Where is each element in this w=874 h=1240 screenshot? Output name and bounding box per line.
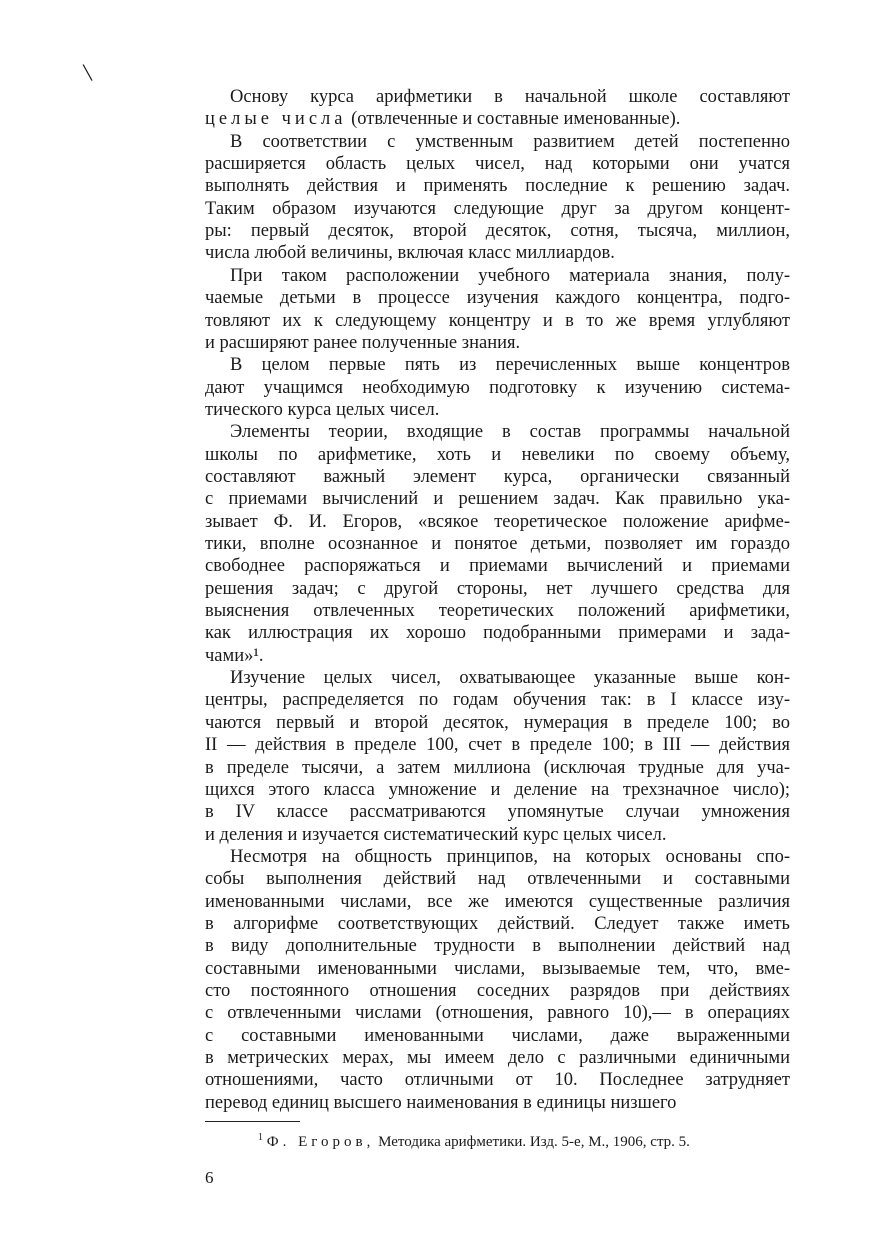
text-line: ры: первый десяток, второй десяток, сотня, тысяча, миллион,	[205, 221, 790, 242]
text-line: выполнять действия и применять последние к решению задач.	[205, 176, 790, 197]
text-line: дают учащимся необходимую подготовку к изучению система-	[205, 377, 790, 398]
text-line: именованными числами, все же имеются существенные различия	[205, 891, 790, 912]
text-line: числа любой величины, включая класс миллиардов.	[205, 243, 615, 264]
text-line: Таким образом изучаются следующие друг за другом концент-	[205, 198, 790, 219]
text-line: решения задач; с другой стороны, нет лучшего средства для	[205, 578, 790, 599]
text-line: тики, вполне осознанное и понятое детьми, позволяет им гораздо	[205, 534, 790, 554]
text-line: щихся этого класса умножение и деление на трехзначное число);	[205, 779, 790, 800]
text-line: Изучение целых чисел, охватывающее указанные выше кон-	[230, 668, 790, 689]
text-line: в виду дополнительные трудности в выполнении действий над	[205, 936, 790, 957]
text-line: и деления и изучается систематический курс целых чисел.	[205, 824, 667, 845]
text-line: отношениями, часто отличными от 10. Последнее затрудняет	[205, 1070, 790, 1091]
footnote-author: Ф. Егоров,	[266, 1134, 375, 1150]
text-line: в алгорифме соответствующих действий. Следует также иметь	[205, 913, 790, 934]
text-line: чами»¹.	[205, 645, 264, 666]
footnote	[258, 1132, 690, 1151]
text-line: с приемами вычислений и решением задач. Как правильно ука-	[205, 489, 790, 510]
text-line: II — действия в пределе 100, счет в пределе 100; в III — действия	[205, 735, 790, 756]
text-line: и расширяют ранее полученные знания.	[205, 332, 521, 353]
text-line: центры, распределяется по годам обучения так: в I классе изу-	[205, 690, 790, 711]
footnote-text: Методика арифметики. Изд. 5-е, М., 1906, стр. 5.	[378, 1134, 690, 1150]
text-line: перевод единиц высшего наименования в единицы низшего	[205, 1092, 677, 1113]
text-line: тического курса целых чисел.	[205, 399, 440, 420]
footnote-marker: 1	[258, 1132, 263, 1143]
text-line: Основу курса арифметики в начальной школе составляют	[230, 87, 790, 107]
text-line: школы по арифметике, хоть и невелики по своему объему,	[205, 444, 790, 465]
text-line: в метрических мерах, мы имеем дело с различными единичными	[205, 1048, 790, 1069]
text-line: с отвлеченными числами (отношения, равного 10),— в операциях	[205, 1003, 790, 1024]
text-line: В соответствии с умственным развитием детей постепенно	[230, 131, 790, 152]
text-line: При таком расположении учебного материала знания, полу-	[230, 265, 790, 286]
text-line: составляют важный элемент курса, органически связанный	[205, 466, 790, 487]
text-line: Элементы теории, входящие в состав программы начальной	[230, 422, 790, 443]
text-line: чаемые детьми в процессе изучения каждого концентра, подго-	[205, 288, 790, 309]
corner-mark: \	[81, 57, 94, 88]
page-number: 6	[205, 1168, 214, 1187]
text-line: Несмотря на общность принципов, на которых основаны спо-	[230, 846, 790, 867]
text-line: составными именованными числами, вызываемые тем, что, вме-	[205, 958, 790, 979]
footnote-rule	[205, 1121, 300, 1122]
text-line: свободнее распоряжаться и приемами вычислений и приемами	[205, 556, 790, 577]
text-line: в пределе тысячи, а затем миллиона (исключая трудные для уча-	[205, 757, 790, 778]
text-line: чаются первый и второй десяток, нумерация в пределе 100; во	[205, 712, 790, 733]
text-line: выяснения отвлеченных теоретических положений арифметики,	[205, 601, 790, 622]
text-line: в IV классе рассматриваются упомянутые случаи умножения	[205, 802, 790, 823]
text-line: В целом первые пять из перечисленных выше концентров	[230, 355, 790, 376]
text-line: зывает Ф. И. Егоров, «всякое теоретическое положение арифме-	[205, 511, 790, 532]
text-line: товляют их к следующему концентру и в то же время углубляют	[205, 310, 790, 331]
text-line: с составными именованными числами, даже выраженными	[205, 1025, 790, 1046]
text-line: расширяется область целых чисел, над которыми они учатся	[205, 154, 790, 175]
text-line: целые числа (отвлеченные и составные именованные).	[205, 109, 681, 130]
text-line: сто постоянного отношения соседних разрядов при действиях	[205, 981, 790, 1001]
text-line: как иллюстрация их хорошо подобранными примерами и зада-	[205, 623, 790, 644]
text-line: собы выполнения действий над отвлеченными и составными	[205, 869, 790, 890]
emphasized-term: целые числа	[205, 109, 347, 130]
